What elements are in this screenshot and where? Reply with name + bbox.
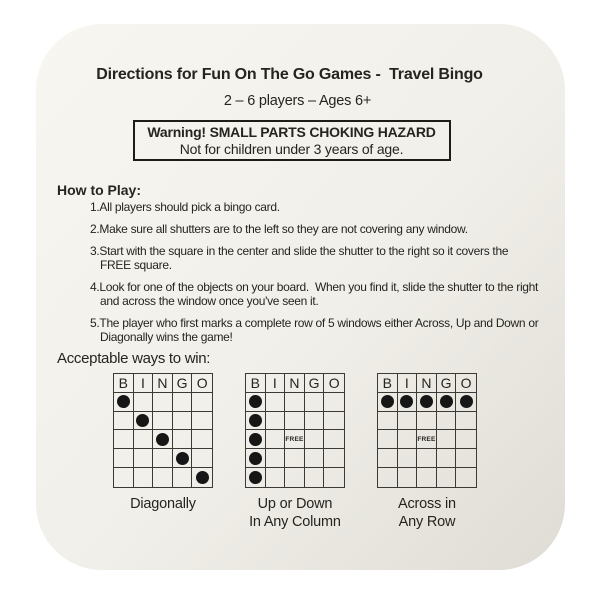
bingo-dot: [381, 395, 394, 408]
bingo-cell: [285, 449, 305, 468]
bingo-cell: [305, 449, 325, 468]
free-cell-label: FREE: [285, 435, 304, 443]
bingo-header-cell: O: [192, 374, 212, 393]
bingo-dot: [249, 452, 262, 465]
bingo-grid-diagonal: [113, 373, 213, 488]
bingo-header-cell: I: [266, 374, 286, 393]
how-to-play-steps: [90, 200, 538, 352]
bingo-dot: [249, 414, 262, 427]
free-cell-label: FREE: [417, 435, 436, 443]
bingo-cell: [378, 412, 398, 431]
directions-card: [36, 24, 565, 570]
bingo-cell: [153, 412, 173, 431]
bingo-cell: [456, 449, 476, 468]
bingo-cell: [246, 449, 266, 468]
bingo-cell: [417, 430, 437, 449]
bingo-cell: [173, 468, 193, 487]
bingo-cell: [285, 412, 305, 431]
win-example-label: [398, 495, 456, 531]
bingo-cell: [378, 468, 398, 487]
bingo-header-cell: I: [134, 374, 154, 393]
bingo-cell: [417, 449, 437, 468]
bingo-cell: [173, 449, 193, 468]
bingo-cell: [266, 449, 286, 468]
bingo-cell: [324, 393, 344, 412]
bingo-cell: [437, 468, 457, 487]
bingo-cell: [114, 449, 134, 468]
bingo-cell: [398, 468, 418, 487]
bingo-cell: [173, 393, 193, 412]
bingo-cell: [266, 393, 286, 412]
how-to-play-step: [90, 222, 538, 236]
bingo-cell: [437, 393, 457, 412]
bingo-cell: [437, 430, 457, 449]
bingo-cell: [173, 412, 193, 431]
bingo-header-cell: N: [417, 374, 437, 393]
bingo-cell: [305, 412, 325, 431]
step-text-line: and across the window once you've seen it.: [100, 294, 319, 308]
step-text-line: 3.Start with the square in the center and slide the shutter to the right so it covers the: [90, 244, 509, 258]
bingo-cell: [246, 412, 266, 431]
bingo-dot: [176, 452, 189, 465]
bingo-dot: [249, 471, 262, 484]
bingo-cell: [305, 393, 325, 412]
bingo-cell: [456, 393, 476, 412]
step-text-line: 2.Make sure all shutters are to the left so they are not covering any window.: [90, 222, 468, 236]
win-example-label-line: Across in: [398, 495, 456, 512]
bingo-cell: [114, 412, 134, 431]
win-example-label-line: Up or Down: [257, 495, 333, 512]
how-to-play-heading: How to Play:: [57, 182, 142, 198]
bingo-cell: [437, 412, 457, 431]
win-example-label: [130, 495, 196, 513]
bingo-cell: [153, 430, 173, 449]
bingo-cell: [114, 468, 134, 487]
players-ages-line: 2 – 6 players – Ages 6+: [223, 93, 372, 109]
bingo-cell: [134, 468, 154, 487]
bingo-dot: [117, 395, 130, 408]
bingo-cell: [417, 393, 437, 412]
bingo-cell: [456, 430, 476, 449]
bingo-header-cell: G: [173, 374, 193, 393]
bingo-cell: [305, 430, 325, 449]
win-example-label-line: In Any Column: [249, 513, 341, 530]
bingo-cell: [437, 449, 457, 468]
bingo-cell: [456, 412, 476, 431]
card-title: Directions for Fun On The Go Games - Travel Bingo: [96, 66, 483, 83]
step-text-line: 5.The player who first marks a complete row of 5 windows either Across, Up and Down or: [90, 316, 539, 330]
win-example-label-line: Any Row: [398, 513, 456, 530]
bingo-cell: [417, 468, 437, 487]
bingo-cell: [153, 468, 173, 487]
bingo-header-cell: I: [398, 374, 418, 393]
bingo-cell: [398, 449, 418, 468]
bingo-cell: [153, 393, 173, 412]
bingo-header-cell: G: [305, 374, 325, 393]
bingo-cell: [378, 449, 398, 468]
bingo-dot: [400, 395, 413, 408]
bingo-cell: [398, 412, 418, 431]
win-example-diagonal: [113, 373, 213, 531]
ways-to-win-heading: Acceptable ways to win:: [57, 350, 211, 367]
bingo-cell: [285, 393, 305, 412]
win-example-label-line: Diagonally: [130, 495, 196, 512]
bingo-dot: [440, 395, 453, 408]
bingo-cell: [324, 449, 344, 468]
bingo-cell: [114, 393, 134, 412]
bingo-cell: [398, 430, 418, 449]
bingo-cell: [456, 468, 476, 487]
bingo-header-cell: O: [324, 374, 344, 393]
bingo-cell: [246, 468, 266, 487]
how-to-play-step: [90, 280, 538, 308]
bingo-header-cell: B: [378, 374, 398, 393]
win-example-column: [245, 373, 345, 531]
bingo-grid-column: [245, 373, 345, 488]
bingo-cell: [266, 412, 286, 431]
bingo-cell: [324, 468, 344, 487]
bingo-cell: [324, 412, 344, 431]
bingo-cell: [114, 430, 134, 449]
bingo-dot: [249, 395, 262, 408]
bingo-cell: [246, 393, 266, 412]
bingo-header-cell: G: [437, 374, 457, 393]
bingo-dot: [136, 414, 149, 427]
bingo-header-cell: N: [153, 374, 173, 393]
choking-hazard-warning-box: [133, 120, 451, 161]
bingo-dot: [460, 395, 473, 408]
bingo-cell: [417, 412, 437, 431]
step-text-line: FREE square.: [100, 258, 172, 272]
bingo-cell: [398, 393, 418, 412]
step-text-line: 4.Look for one of the objects on your board. When you find it, slide the shutter to the right: [90, 280, 539, 294]
bingo-cell: [192, 412, 212, 431]
warning-detail: Not for children under 3 years of age.: [179, 141, 404, 157]
bingo-dot: [196, 471, 209, 484]
how-to-play-step: [90, 244, 538, 272]
bingo-cell: [305, 468, 325, 487]
bingo-header-cell: B: [246, 374, 266, 393]
bingo-cell: [192, 393, 212, 412]
bingo-cell: [285, 430, 305, 449]
how-to-play-step: [90, 316, 538, 344]
warning-headline: Warning! SMALL PARTS CHOKING HAZARD: [147, 124, 436, 140]
win-example-label: [249, 495, 341, 531]
how-to-play-step: [90, 200, 538, 214]
bingo-cell: [266, 430, 286, 449]
bingo-header-cell: N: [285, 374, 305, 393]
bingo-dot: [156, 433, 169, 446]
bingo-cell: [192, 430, 212, 449]
bingo-cell: [134, 449, 154, 468]
bingo-cell: [173, 430, 193, 449]
bingo-cell: [192, 468, 212, 487]
bingo-cell: [378, 430, 398, 449]
bingo-cell: [324, 430, 344, 449]
bingo-cell: [153, 449, 173, 468]
bingo-cell: [134, 412, 154, 431]
bingo-dot: [420, 395, 433, 408]
step-text-line: 1.All players should pick a bingo card.: [90, 200, 280, 214]
bingo-cell: [134, 430, 154, 449]
bingo-grid-row: [377, 373, 477, 488]
bingo-cell: [378, 393, 398, 412]
win-example-row: [377, 373, 477, 531]
bingo-cell: [134, 393, 154, 412]
bingo-header-cell: B: [114, 374, 134, 393]
bingo-cell: [266, 468, 286, 487]
bingo-cell: [192, 449, 212, 468]
step-text-line: Diagonally wins the game!: [100, 330, 233, 344]
bingo-cell: [246, 430, 266, 449]
bingo-cell: [285, 468, 305, 487]
bingo-dot: [249, 433, 262, 446]
wins-row: [113, 373, 477, 531]
bingo-header-cell: O: [456, 374, 476, 393]
